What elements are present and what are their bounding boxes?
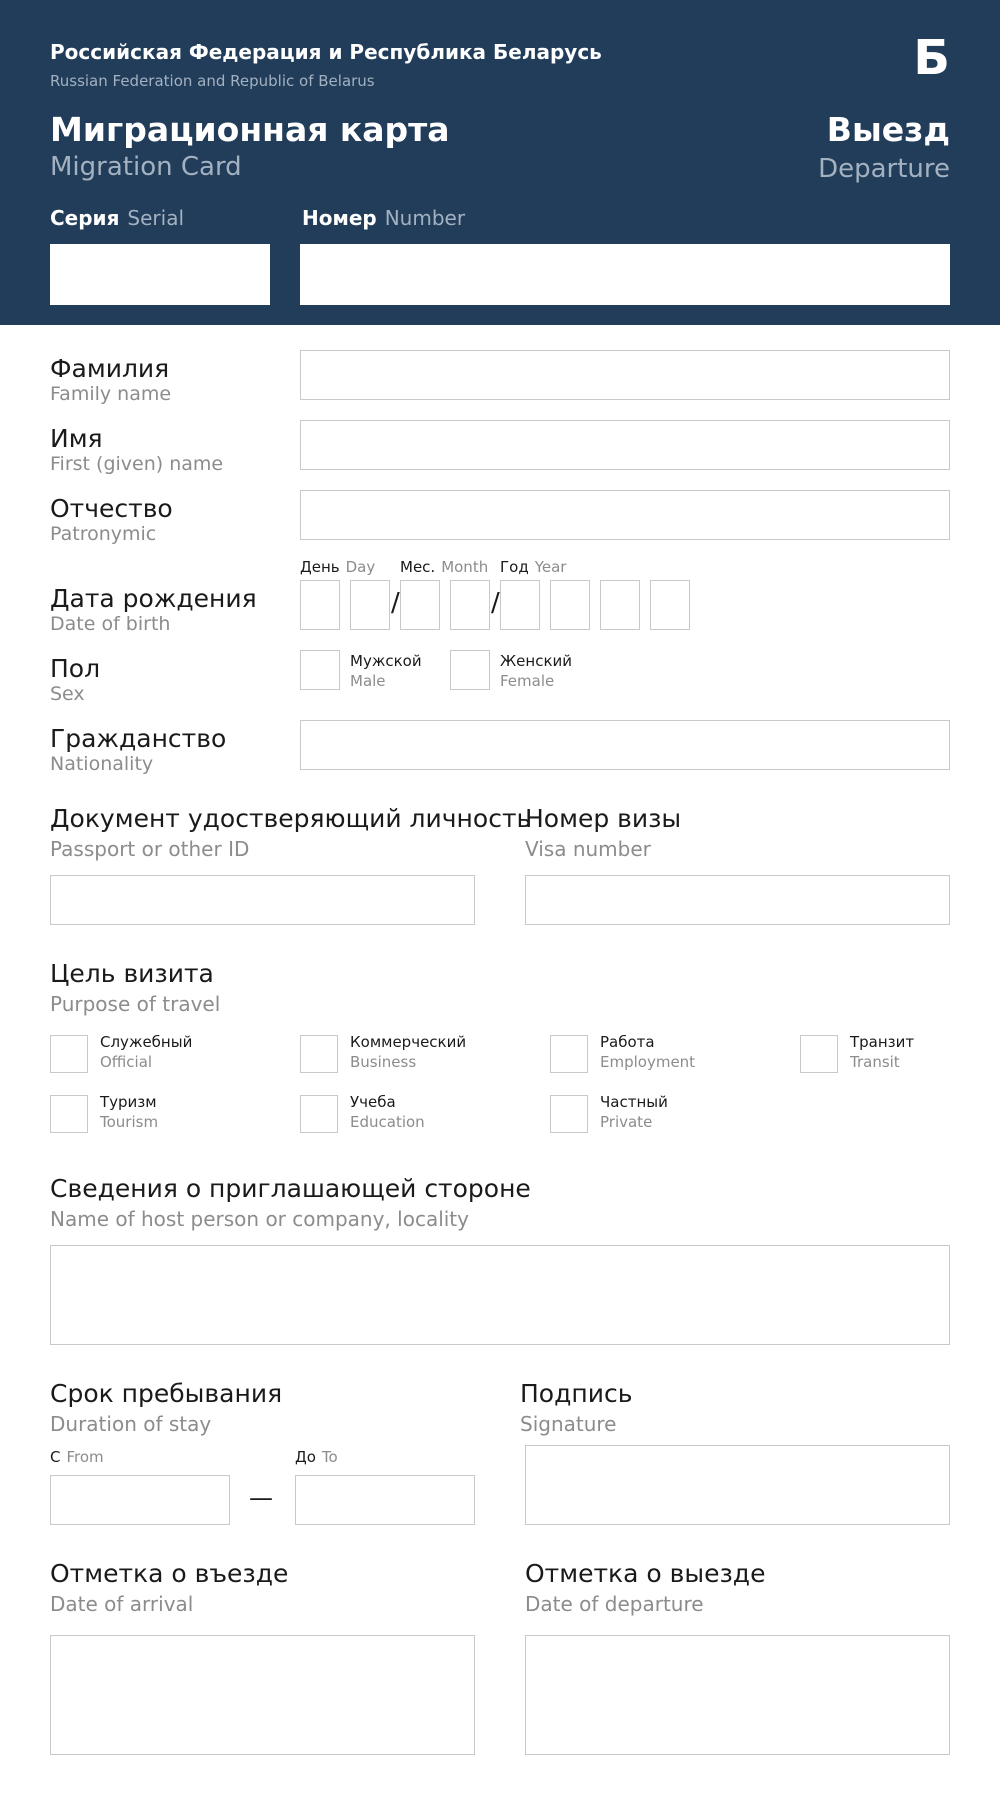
male-label: Мужской	[350, 652, 422, 670]
purpose-tourism-sublabel: Tourism	[100, 1113, 159, 1131]
purpose-sublabel: Purpose of travel	[50, 992, 221, 1016]
direction-subtitle: Departure	[818, 154, 950, 184]
purpose-label: Цель визита	[50, 959, 214, 988]
date-separator: /	[391, 588, 400, 618]
direction-title: Выезд	[826, 110, 950, 149]
serial-label	[50, 206, 184, 230]
stay-to-field[interactable]	[295, 1475, 475, 1525]
male-sublabel: Male	[350, 672, 386, 690]
first-name-sublabel: First (given) name	[50, 453, 224, 475]
serial-field[interactable]	[50, 244, 270, 305]
patronymic-sublabel: Patronymic	[50, 523, 157, 545]
month-label: Мес. Month	[400, 558, 489, 576]
passport-label: Документ удостверяющий личность	[50, 804, 532, 833]
number-label-en: Number	[384, 206, 466, 230]
purpose-education-checkbox[interactable]	[300, 1095, 338, 1133]
serial-label-ru: Серия	[50, 206, 120, 230]
purpose-tourism-label: Туризм	[100, 1093, 157, 1111]
dob-year-digit-2[interactable]	[550, 580, 590, 630]
card-letter: Б	[913, 30, 950, 86]
visa-sublabel: Visa number	[525, 837, 651, 861]
family-name-label: Фамилия	[50, 354, 170, 383]
signature-label: Подпись	[520, 1379, 633, 1408]
female-label: Женский	[500, 652, 572, 670]
serial-label-en: Serial	[127, 206, 185, 230]
dob-year-digit-1[interactable]	[500, 580, 540, 630]
dob-day-digit-1[interactable]	[300, 580, 340, 630]
number-field[interactable]	[300, 244, 950, 305]
purpose-official-checkbox[interactable]	[50, 1035, 88, 1073]
visa-field[interactable]	[525, 875, 950, 925]
stay-label: Срок пребывания	[50, 1379, 283, 1408]
purpose-official-label: Служебный	[100, 1033, 193, 1051]
country-subtitle: Russian Federation and Republic of Belarus	[50, 72, 375, 90]
sex-sublabel: Sex	[50, 683, 85, 705]
departure-sublabel: Date of departure	[525, 1592, 704, 1616]
dob-sublabel: Date of birth	[50, 613, 171, 635]
date-separator: /	[491, 588, 500, 618]
family-name-field[interactable]	[300, 350, 950, 400]
to-label: До To	[295, 1448, 338, 1466]
male-checkbox[interactable]	[300, 650, 340, 690]
purpose-employment-label: Работа	[600, 1033, 655, 1051]
dob-day-digit-2[interactable]	[350, 580, 390, 630]
from-label: С From	[50, 1448, 104, 1466]
passport-sublabel: Passport or other ID	[50, 837, 250, 861]
purpose-private-checkbox[interactable]	[550, 1095, 588, 1133]
purpose-employment-sublabel: Employment	[600, 1053, 696, 1071]
signature-sublabel: Signature	[520, 1412, 617, 1436]
purpose-employment-checkbox[interactable]	[550, 1035, 588, 1073]
stay-from-field[interactable]	[50, 1475, 230, 1525]
signature-field[interactable]	[525, 1445, 950, 1525]
stay-dash: —	[249, 1484, 273, 1512]
female-checkbox[interactable]	[450, 650, 490, 690]
patronymic-label: Отчество	[50, 494, 173, 523]
dob-month-digit-2[interactable]	[450, 580, 490, 630]
visa-label: Номер визы	[525, 804, 682, 833]
purpose-education-label: Учеба	[350, 1093, 396, 1111]
purpose-education-sublabel: Education	[350, 1113, 425, 1131]
arrival-stamp-field[interactable]	[50, 1635, 475, 1755]
day-label: День Day	[300, 558, 376, 576]
dob-month-digit-1[interactable]	[400, 580, 440, 630]
card-subtitle: Migration Card	[50, 152, 242, 182]
sex-label: Пол	[50, 654, 101, 683]
arrival-label: Отметка о въезде	[50, 1559, 289, 1588]
nationality-field[interactable]	[300, 720, 950, 770]
passport-field[interactable]	[50, 875, 475, 925]
country-title: Российская Федерация и Республика Беларусь	[50, 40, 602, 64]
first-name-field[interactable]	[300, 420, 950, 470]
departure-stamp-field[interactable]	[525, 1635, 950, 1755]
host-label: Сведения о приглашающей стороне	[50, 1174, 531, 1203]
purpose-transit-checkbox[interactable]	[800, 1035, 838, 1073]
purpose-official-sublabel: Official	[100, 1053, 153, 1071]
departure-label: Отметка о выезде	[525, 1559, 766, 1588]
stay-sublabel: Duration of stay	[50, 1412, 212, 1436]
number-label-ru: Номер	[302, 206, 377, 230]
patronymic-field[interactable]	[300, 490, 950, 540]
purpose-tourism-checkbox[interactable]	[50, 1095, 88, 1133]
nationality-label: Гражданство	[50, 724, 227, 753]
dob-label: Дата рождения	[50, 584, 257, 613]
nationality-sublabel: Nationality	[50, 753, 154, 775]
dob-year-digit-3[interactable]	[600, 580, 640, 630]
first-name-label: Имя	[50, 424, 103, 453]
purpose-business-checkbox[interactable]	[300, 1035, 338, 1073]
arrival-sublabel: Date of arrival	[50, 1592, 194, 1616]
purpose-private-sublabel: Private	[600, 1113, 653, 1131]
year-label: Год Year	[500, 558, 567, 576]
purpose-private-label: Частный	[600, 1093, 668, 1111]
dob-year-digit-4[interactable]	[650, 580, 690, 630]
purpose-transit-sublabel: Transit	[850, 1053, 900, 1071]
female-sublabel: Female	[500, 672, 555, 690]
number-label	[302, 206, 465, 230]
family-name-sublabel: Family name	[50, 383, 172, 405]
host-sublabel: Name of host person or company, locality	[50, 1207, 469, 1231]
purpose-transit-label: Транзит	[850, 1033, 915, 1051]
host-field[interactable]	[50, 1245, 950, 1345]
card-title: Миграционная карта	[50, 110, 450, 149]
purpose-business-label: Коммерческий	[350, 1033, 467, 1051]
purpose-business-sublabel: Business	[350, 1053, 417, 1071]
